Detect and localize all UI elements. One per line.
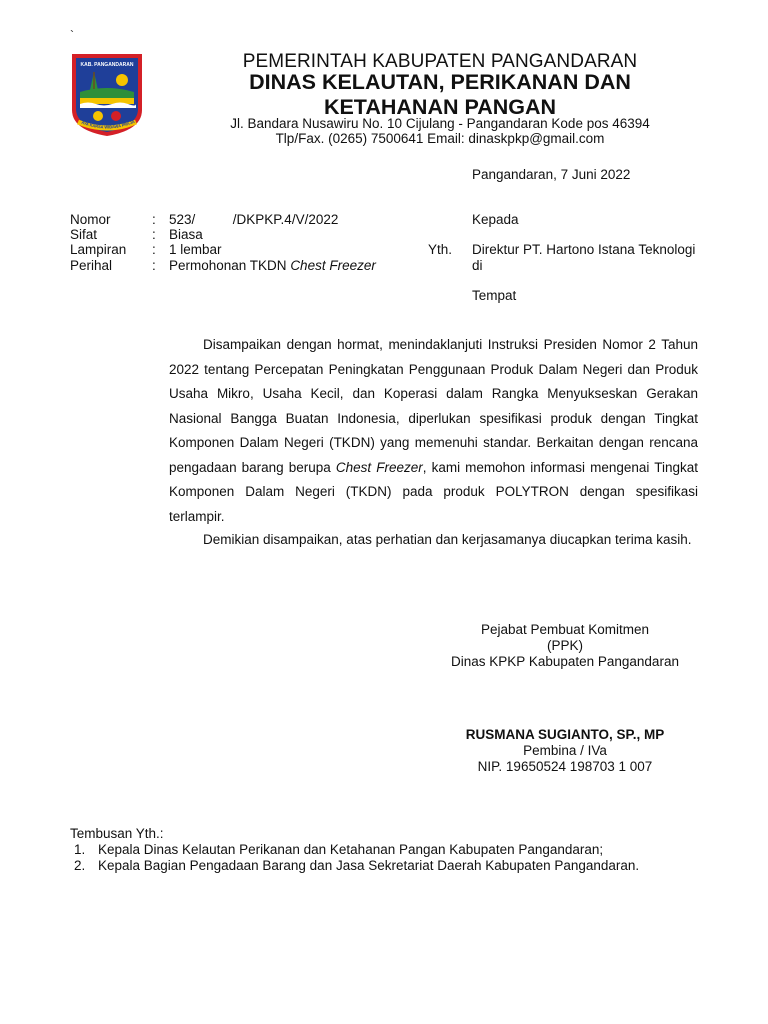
sifat-label: Sifat — [70, 227, 98, 242]
letter-date: Pangandaran, 7 Juni 2022 — [472, 167, 631, 182]
sifat-value: Biasa — [169, 227, 203, 242]
agency-line-1: DINAS KELAUTAN, PERIKANAN DAN — [249, 70, 631, 94]
recipient-di: di — [472, 258, 483, 273]
recipient-name: Direktur PT. Hartono Istana Teknologi — [472, 242, 696, 257]
yth-label: Yth. — [428, 242, 453, 257]
perihal-text: Permohonan TKDN — [169, 258, 291, 273]
signatory-rank: Pembina / IVa — [523, 743, 607, 758]
agency-line-2: KETAHANAN PANGAN — [323, 95, 557, 119]
signature-title-2: (PPK) — [546, 638, 583, 653]
logo-motto: AYA KARSA WIBAWA PRAJA — [80, 118, 136, 130]
signatory-name: RUSMANA SUGIANTO, SP., MP — [465, 727, 665, 742]
nomor-colon: : — [152, 212, 156, 227]
body-p2-text: Demikian disampaikan, atas perhatian dan kerjasamanya diucapkan terima kasih. — [203, 532, 692, 547]
body-p1-italic: Chest Freezer — [335, 459, 423, 475]
nomor-value: 523/ /DKPKP.4/V/2022 — [169, 212, 339, 227]
recipient-place: Tempat — [472, 288, 517, 303]
perihal-italic: Chest Freezer — [290, 258, 376, 273]
kepada-label: Kepada — [472, 212, 519, 227]
signature-title-1: Pejabat Pembuat Komitmen — [480, 622, 650, 637]
cc-item-number: 2. — [74, 858, 86, 873]
body-p1-part-a: Disampaikan dengan hormat, menindaklanjuti Instruksi Presiden Nomor 2 Tahun 2022 tentang Percepatan Peningkatan Penggunaan Produk Dalam Negeri dan Produk Usaha Mikro, Usaha Kecil, dan Koperasi dalam Rangka Menyukseskan Gerakan Nasional Bangga Buatan Indonesia, diperlukan spesifikasi produk dengan Tingkat Komponen Dalam Negeri (TKDN) yang memenuhi standar. Berkaitan dengan rencana pengadaan barang berupa — [169, 337, 698, 475]
cc-item-text: Kepala Bagian Pengadaan Barang dan Jasa Sekretariat Daerah Kabupaten Pangandaran. — [98, 858, 640, 873]
perihal-label: Perihal — [70, 258, 113, 273]
lampiran-label: Lampiran — [70, 242, 127, 257]
signatory-block — [420, 727, 710, 775]
agency-heading — [190, 70, 690, 120]
body-paragraph-1 — [169, 333, 698, 529]
contact-line: Tlp/Fax. (0265) 7500641 Email: dinaskpkp@gmail.com — [275, 131, 605, 146]
body-p1-part-b: , kami memohon informasi mengenai Tingkat Komponen Dalam Negeri (TKDN) pada produk POLYTRON dengan spesifikasi terlampir. — [169, 459, 699, 524]
letterhead-contact — [190, 116, 690, 146]
address-line: Jl. Bandara Nusawiru No. 10 Cijulang - Pangandaran Kode pos 46394 — [230, 116, 650, 131]
lampiran-value: 1 lembar — [169, 242, 222, 257]
sifat-colon: : — [152, 227, 156, 242]
regency-logo-icon — [70, 52, 144, 138]
cc-item-number: 1. — [74, 842, 86, 857]
gov-heading: PEMERINTAH KABUPATEN PANGANDARAN — [242, 51, 638, 72]
cc-label: Tembusan Yth.: — [70, 826, 164, 841]
stray-mark: ` — [70, 28, 74, 42]
body-paragraph-2 — [169, 528, 698, 553]
cc-item-text: Kepala Dinas Kelautan Perikanan dan Ketahanan Pangan Kabupaten Pangandaran; — [98, 842, 604, 857]
lampiran-colon: : — [152, 242, 156, 257]
signature-title-3: Dinas KPKP Kabupaten Pangandaran — [451, 654, 679, 669]
perihal-colon: : — [152, 258, 156, 273]
perihal-value — [169, 258, 376, 274]
signature-title — [420, 622, 710, 670]
signatory-nip: NIP. 19650524 198703 1 007 — [477, 759, 653, 774]
nomor-label: Nomor — [70, 212, 111, 227]
logo-top-text: KAB. PANGANDARAN — [80, 62, 134, 68]
